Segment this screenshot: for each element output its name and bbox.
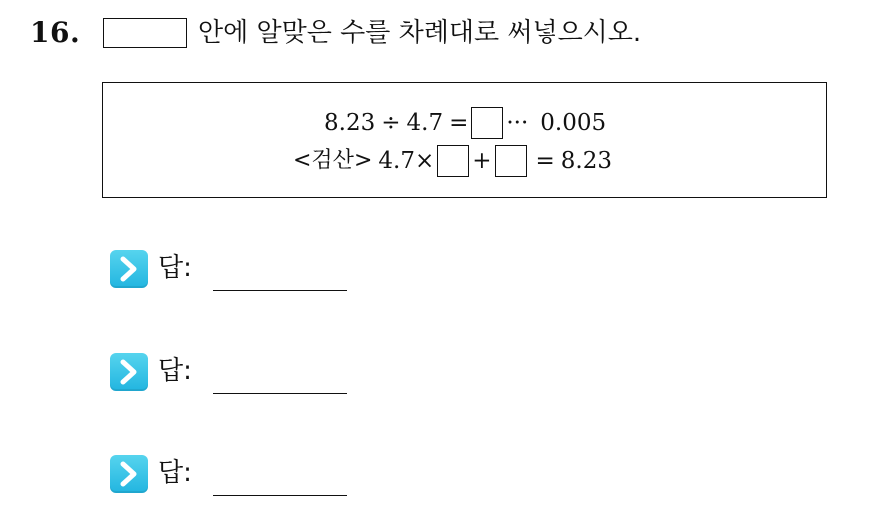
divide-sign: ÷ [381,110,401,136]
answer-row [110,455,370,505]
plus-sign: + [472,148,492,174]
check-label: <검산> [293,148,373,173]
blank-box-placeholder [103,18,187,48]
answer-blank-line[interactable] [213,393,347,394]
answer-label: 답: [158,253,192,283]
remainder: 0.005 [540,110,607,136]
answer-blank-line[interactable] [213,290,347,291]
chevron-right-icon [110,455,148,493]
answer-label: 답: [158,458,192,488]
check-equation [293,145,612,177]
ellipsis-dots: ··· [506,110,529,136]
factor: 4.7 [378,148,415,174]
equals-sign: = [449,110,469,136]
dividend: 8.23 [324,110,376,136]
check-remainder-box[interactable] [495,145,527,177]
chevron-right-icon [110,250,148,288]
divisor: 4.7 [406,110,444,136]
question-number: 16. [30,16,81,49]
answer-blank-line[interactable] [213,495,347,496]
result: 8.23 [560,148,613,174]
quotient-answer-box[interactable] [471,107,503,139]
answer-row [110,353,370,403]
check-quotient-box[interactable] [437,145,469,177]
answer-row [110,250,370,300]
answer-label: 답: [158,356,192,386]
division-equation [324,107,606,139]
equation-box [102,82,827,198]
times-sign: × [414,148,435,174]
question-instruction: 안에 알맞은 수를 차례대로 써넣으시오. [198,18,642,48]
equals-sign: = [535,148,555,174]
chevron-right-icon [110,353,148,391]
question-header [0,0,884,70]
